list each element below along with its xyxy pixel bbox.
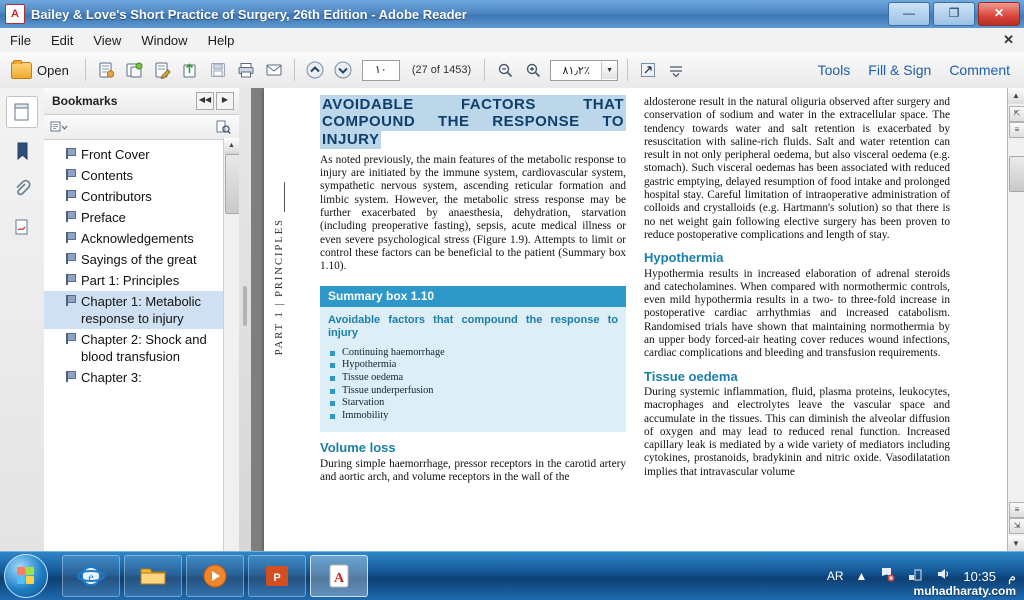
page-thumbnails-icon[interactable] xyxy=(6,96,38,128)
bookmark-label: Contributors xyxy=(81,189,152,204)
page-columns xyxy=(308,96,998,552)
bookmark-label: Sayings of the great xyxy=(81,252,197,267)
bookmark-label: Part 1: Principles xyxy=(81,273,180,288)
bookmark-flag-icon xyxy=(66,295,75,306)
comment-button[interactable]: Comment xyxy=(949,62,1010,78)
bookmarks-panel xyxy=(44,88,240,552)
summary-list-item: Continuing haemorrhage xyxy=(328,347,618,360)
open-folder-icon xyxy=(11,62,32,79)
left-column xyxy=(320,96,626,491)
save-file-icon[interactable] xyxy=(205,57,231,83)
export-pdf-icon[interactable] xyxy=(177,57,203,83)
clock-time: 10:35 xyxy=(963,568,996,584)
bookmark-flag-icon xyxy=(66,371,75,382)
svg-text:P: P xyxy=(273,572,281,584)
bookmark-label: Preface xyxy=(81,210,126,225)
splitter-grip[interactable] xyxy=(243,286,247,326)
menu-file[interactable]: File xyxy=(10,32,31,48)
bookmark-options-icon[interactable] xyxy=(50,119,68,135)
edit-pdf-icon[interactable] xyxy=(149,57,175,83)
next-view-icon[interactable]: ⇲ xyxy=(1009,518,1024,534)
bookmark-flag-icon xyxy=(66,148,75,159)
right-column xyxy=(644,96,950,486)
summary-list-item: Starvation xyxy=(328,397,618,410)
bookmarks-header xyxy=(44,88,239,115)
bookmark-item[interactable] xyxy=(44,270,239,291)
document-view[interactable] xyxy=(251,88,1024,552)
bookmark-item[interactable] xyxy=(44,207,239,228)
summary-list-item: Tissue oedema xyxy=(328,372,618,385)
bookmark-flag-icon xyxy=(66,274,75,285)
bookmark-flag-icon xyxy=(66,169,75,180)
bookmark-item[interactable] xyxy=(44,144,239,165)
scroll-up-icon[interactable]: ▲ xyxy=(1008,88,1024,104)
section-title-wrap xyxy=(320,96,626,148)
bookmark-item-selected[interactable] xyxy=(44,291,239,329)
svg-text:A: A xyxy=(333,571,345,586)
open-button-label: Open xyxy=(37,62,69,78)
collapse-panel-icon[interactable]: ◀◀ xyxy=(196,92,214,110)
pdf-page xyxy=(264,88,1008,552)
svg-text:e: e xyxy=(88,570,94,584)
taskbar-adobe-reader-icon[interactable] xyxy=(310,555,368,597)
toolbar-separator-3 xyxy=(484,59,485,81)
bookmarks-title: Bookmarks xyxy=(52,94,118,108)
right-column-top-paragraph: aldosterone result in the natural oliguria observed after surgery and conservation of sodium and water in the extracellular space. The tendency towards water and salt retention is exacerbated by resuscitation with saline-rich fluids. Salt and water retention can result in not only peripheral oedema, but also visceral oedema (e.g. stomach). Such visceral oedemas has been associated with reduced gastric emptying, delayed resumption of food intake and prolonged hospital stay. Careful limitation of intraoperative administration of colloids and crystalloids (e.g. Hartmann's solution) so that there is no net weight gain following elective surgery has been proven to reduce postoperative complications and length of stay. xyxy=(644,96,950,241)
page-fit-icon[interactable] xyxy=(663,57,689,83)
find-bookmark-icon[interactable] xyxy=(215,119,233,135)
zoom-level-combo[interactable] xyxy=(550,60,618,81)
scrollbar-thumb[interactable] xyxy=(1009,156,1024,192)
left-column-subheading: Volume loss xyxy=(320,440,396,456)
taskbar-powerpoint-icon[interactable] xyxy=(248,555,306,597)
document-scrollbar[interactable] xyxy=(1007,88,1024,552)
toolbar-right-links xyxy=(818,62,1024,78)
bookmark-label: Chapter 3: xyxy=(81,370,142,385)
bookmark-item[interactable] xyxy=(44,165,239,186)
previous-page-icon[interactable] xyxy=(302,57,328,83)
bookmark-flag-icon xyxy=(66,253,75,264)
bookmark-item[interactable] xyxy=(44,228,239,249)
workspace xyxy=(0,88,1024,552)
summary-box-list xyxy=(328,347,618,423)
minimize-button[interactable]: — xyxy=(888,2,930,26)
page-count-label: (27 of 1453) xyxy=(411,64,472,76)
page-section-title: AVOIDABLE FACTORS THAT COMPOUND THE RESPONSE TO INJURY xyxy=(322,96,624,148)
toolbar-separator-2 xyxy=(294,59,295,81)
adobe-reader-icon: A xyxy=(5,4,25,24)
left-column-paragraph: As noted previously, the main features of the metabolic response to injury are initiated by the immune system, cardiovascular system, sympathetic nervous system, ascending reticular formation and limbic system. However, the metabolic stress response may be further exacerbated by anaesthesia, dehydration, starvation (including preoperative fasting), sepsis, acute medical illness or even severe psychological stress (Figure 1.9). Attempts to limit or control these factors can be beneficial to the patient (Summary box 1.10). xyxy=(320,153,626,273)
clock-period: م xyxy=(1007,568,1016,584)
open-button[interactable] xyxy=(6,58,78,83)
bookmark-flag-icon xyxy=(66,232,75,243)
right-column-text-hypothermia: Hypothermia results in increased elaboration of adrenal steroids and catecholamines. When compared with normothermic controls, even mild hypothermia results in a two- to three-fold increase in postoperative cardiac arrhythmias and increased catabolism. Randomised trials have shown that maintaining normothermia by an upper body forced-air heating cover reduces wound infections, cardiac complications and bleeding and transfusion requirements. xyxy=(644,267,950,360)
maximize-button[interactable]: ❐ xyxy=(933,2,975,26)
show-hidden-icons-icon[interactable]: ▲ xyxy=(855,569,868,583)
bookmark-flag-icon xyxy=(66,333,75,344)
bookmarks-icon[interactable] xyxy=(7,136,37,166)
summary-box-subtitle: Avoidable factors that compound the response to injury xyxy=(328,313,618,339)
left-column-subparagraph: During simple haemorrhage, pressor receptors in the carotid artery and aortic arch, and volume receptors in the wall of the xyxy=(320,457,626,484)
scroll-page-marker-icon[interactable]: ≡ xyxy=(1009,122,1024,138)
summary-box-header: Summary box 1.10 xyxy=(320,286,626,307)
bookmark-item[interactable] xyxy=(44,186,239,207)
bookmark-flag-icon xyxy=(66,190,75,201)
start-button[interactable] xyxy=(4,554,48,598)
window-title: Bailey & Love's Short Practice of Surgery, 26th Edition - Adobe Reader xyxy=(31,6,467,22)
bookmark-label: Contents xyxy=(81,168,134,183)
bookmarks-header-buttons xyxy=(196,92,239,110)
taskbar-apps xyxy=(62,555,368,597)
print-icon[interactable] xyxy=(233,57,259,83)
right-column-heading-tissue-oedema: Tissue oedema xyxy=(644,368,738,384)
clock[interactable] xyxy=(963,569,996,584)
taskbar-internet-explorer-icon[interactable] xyxy=(62,555,120,597)
signatures-icon[interactable] xyxy=(7,212,37,242)
bookmark-label: Chapter 1: Metabolic response to injury xyxy=(81,294,201,326)
expand-panel-icon[interactable]: ▶ xyxy=(216,92,234,110)
menu-edit[interactable]: Edit xyxy=(50,32,74,48)
fill-and-sign-button[interactable]: Fill & Sign xyxy=(868,62,932,78)
scroll-up-icon[interactable]: ▲ xyxy=(224,138,239,154)
combine-files-icon[interactable] xyxy=(121,57,147,83)
previous-view-icon[interactable]: ≡ xyxy=(1009,502,1024,518)
side-tab-rule xyxy=(284,182,285,212)
main-toolbar xyxy=(0,52,1024,89)
zoom-out-icon[interactable] xyxy=(492,57,518,83)
next-page-icon[interactable] xyxy=(330,57,356,83)
menu-view[interactable]: View xyxy=(93,32,122,48)
email-icon[interactable] xyxy=(261,57,287,83)
site-watermark: muhadharaty.com xyxy=(913,584,1016,598)
menu-window[interactable]: Window xyxy=(141,32,188,48)
window-controls xyxy=(888,2,1020,26)
tools-button[interactable]: Tools xyxy=(817,62,851,78)
summary-list-item: Hypothermia xyxy=(328,359,618,372)
bookmarks-list[interactable] xyxy=(44,138,239,552)
bookmark-label: Front Cover xyxy=(81,147,150,162)
action-center-icon[interactable] xyxy=(879,566,895,587)
right-column-text-tissue-oedema: During systemic inflammation, fluid, plasma proteins, leukocytes, macrophages and electrolytes leave the vascular space and accumulate in the tissues. This can diminish the alveolar diffusion of oxygen and may lead to reduced renal function. Increased capillary leak is mediated by a wide variety of mediators including cytokines, prostanoids, bradykinin and nitric oxide. Vasodilatation implies that intravascular volume xyxy=(644,385,950,478)
menu-bar xyxy=(0,28,1024,53)
bookmark-label: Acknowledgements xyxy=(81,231,194,246)
zoom-level-value: ٨١٫٢٪ xyxy=(562,64,590,77)
menu-help[interactable]: Help xyxy=(207,32,235,48)
create-pdf-icon[interactable] xyxy=(93,57,119,83)
bookmark-flag-icon xyxy=(66,211,75,222)
toolbar-separator xyxy=(85,59,86,81)
bookmark-label: Chapter 2: Shock and blood transfusion xyxy=(81,332,207,364)
scrollbar-thumb[interactable] xyxy=(225,154,240,214)
bookmarks-scrollbar[interactable] xyxy=(223,138,239,552)
language-indicator[interactable]: AR xyxy=(826,569,844,583)
page-side-tab xyxy=(274,218,296,358)
attachments-icon[interactable] xyxy=(7,174,37,204)
summary-list-item: Tissue underperfusion xyxy=(328,385,618,398)
bookmark-item[interactable] xyxy=(44,329,239,367)
zoom-in-icon[interactable] xyxy=(520,57,546,83)
title-bar xyxy=(0,0,1024,29)
toolbar-separator-4 xyxy=(627,59,628,81)
bookmarks-toolbar xyxy=(44,115,239,140)
summary-box xyxy=(320,286,626,433)
right-column-heading-hypothermia: Hypothermia xyxy=(644,250,724,266)
taskbar xyxy=(0,551,1024,600)
close-document-button[interactable]: ✕ xyxy=(1003,32,1014,47)
close-button[interactable]: ✕ xyxy=(978,2,1020,26)
bookmark-item[interactable] xyxy=(44,249,239,270)
side-tab-label: PART 1 | PRINCIPLES xyxy=(274,218,285,356)
chevron-down-icon[interactable]: ▼ xyxy=(601,62,617,79)
taskbar-file-explorer-icon[interactable] xyxy=(124,555,182,597)
page-number-input[interactable]: ١٠ xyxy=(362,60,400,81)
select-zoom-icon[interactable] xyxy=(635,57,661,83)
bookmark-item[interactable] xyxy=(44,367,239,388)
scroll-down-icon[interactable]: ▼ xyxy=(1008,536,1024,552)
summary-list-item: Immobility xyxy=(328,410,618,423)
summary-box-body xyxy=(320,307,626,433)
scroll-page-up-icon[interactable]: ⇱ xyxy=(1009,106,1024,122)
taskbar-media-player-icon[interactable] xyxy=(186,555,244,597)
windows-logo-icon xyxy=(17,567,35,585)
navigation-rail xyxy=(0,88,45,552)
